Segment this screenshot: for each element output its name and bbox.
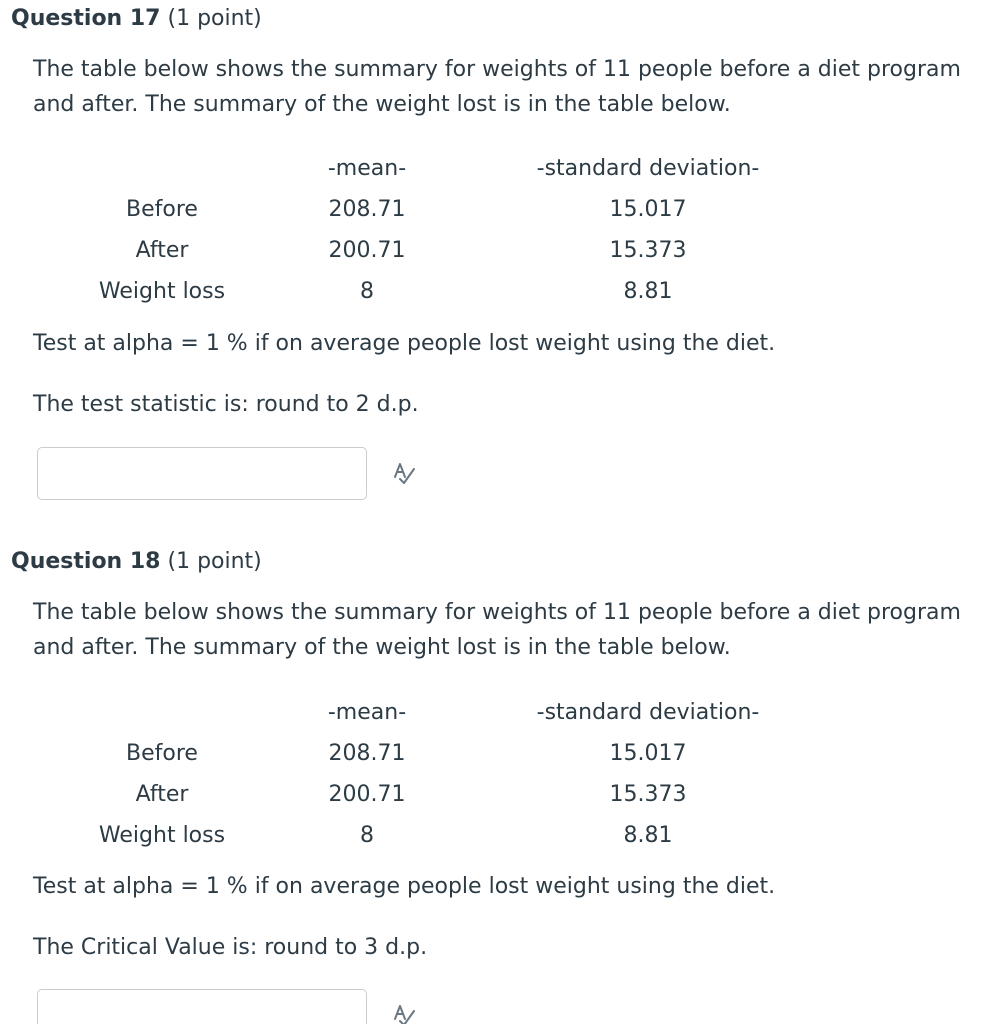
test-instruction: Test at alpha = 1 % if on average people lost weight using the diet. [33,331,776,356]
cell-sd-weight-loss: 8.81 [623,279,673,304]
summary-table [0,155,984,315]
cell-mean-before: 208.71 [328,741,406,766]
cell-mean-before: 208.71 [328,197,406,222]
column-header-sd: -standard deviation- [536,156,760,181]
answer-prompt: The Critical Value is: round to 3 d.p. [33,935,428,960]
question-intro: The table below shows the summary for weights of 11 people before a diet program and after. The summary of the weight lost is in the table below. [33,600,961,660]
cell-sd-after: 15.373 [609,782,687,807]
row-label-before: Before [126,741,198,766]
question-18 [0,543,984,1024]
question-points: (1 point) [167,6,262,31]
cell-mean-after: 200.71 [328,238,406,263]
row-label-before: Before [126,197,198,222]
row-label-after: After [135,782,189,807]
spellcheck-icon[interactable] [390,1002,418,1024]
spellcheck-icon[interactable] [390,460,418,488]
summary-table [0,699,984,859]
cell-mean-weight-loss: 8 [360,823,374,848]
row-label-weight-loss: Weight loss [98,279,226,304]
answer-prompt: The test statistic is: round to 2 d.p. [33,392,419,417]
cell-sd-before: 15.017 [609,741,687,766]
cell-mean-after: 200.71 [328,782,406,807]
row-label-after: After [135,238,189,263]
column-header-mean: -mean- [327,156,407,181]
column-header-sd: -standard deviation- [536,700,760,725]
row-label-weight-loss: Weight loss [98,823,226,848]
answer-input[interactable] [37,447,367,500]
question-header [11,5,262,33]
cell-sd-before: 15.017 [609,197,687,222]
question-points: (1 point) [167,549,262,574]
answer-input[interactable] [37,989,367,1024]
test-instruction: Test at alpha = 1 % if on average people lost weight using the diet. [33,874,776,899]
cell-sd-weight-loss: 8.81 [623,823,673,848]
cell-mean-weight-loss: 8 [360,279,374,304]
question-title: Question 17 [11,6,161,31]
question-header [11,548,262,576]
question-title: Question 18 [11,549,161,574]
cell-sd-after: 15.373 [609,238,687,263]
column-header-mean: -mean- [327,700,407,725]
question-intro: The table below shows the summary for weights of 11 people before a diet program and after. The summary of the weight lost is in the table below. [33,57,961,117]
